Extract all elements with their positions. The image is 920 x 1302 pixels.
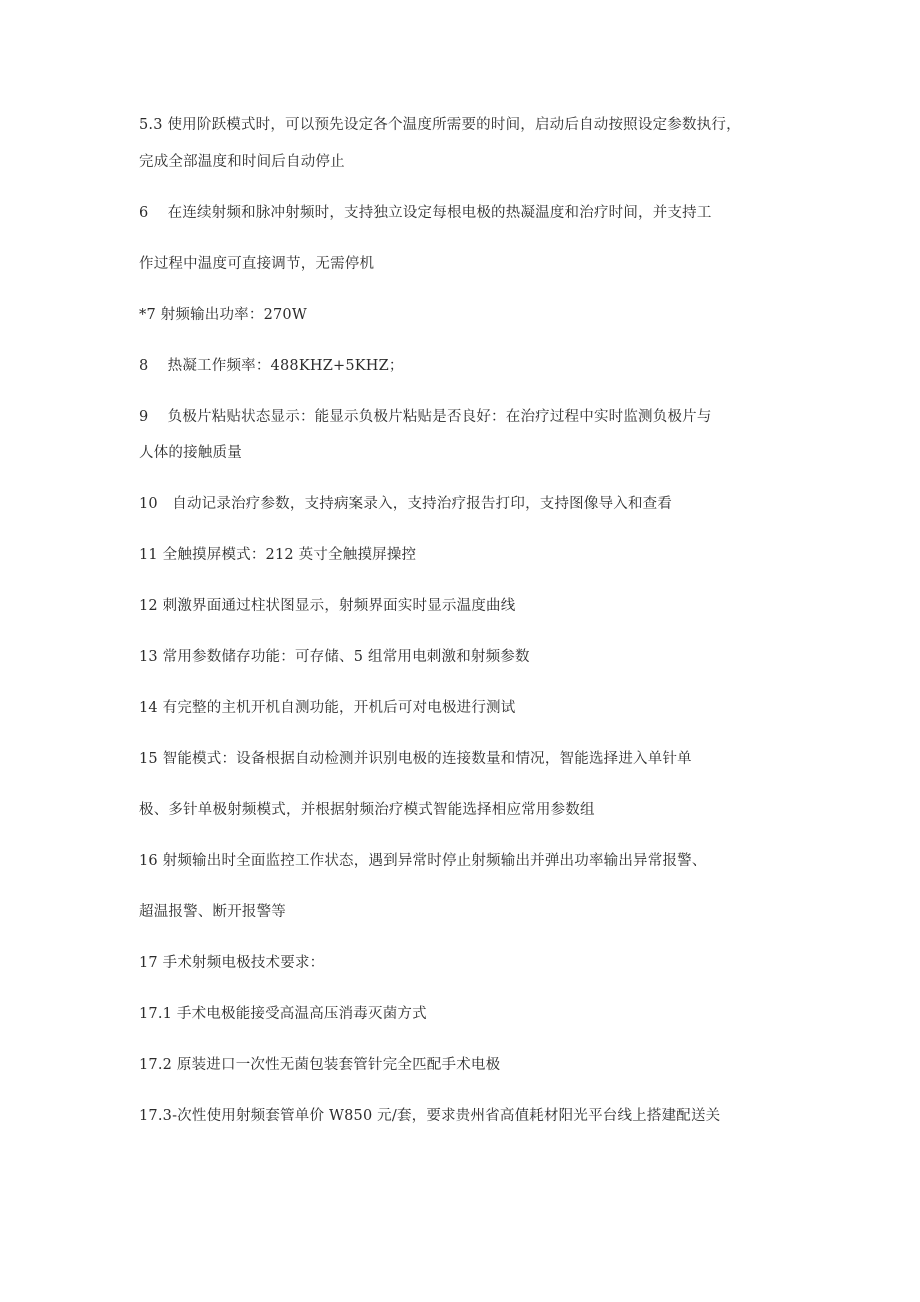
text-line: 5.3 使用阶跃模式时，可以预先设定各个温度所需要的时间，启动后自动按照设定参数执行，: [139, 117, 741, 133]
text-line: 人体的接触质量: [139, 445, 242, 461]
text-line: 超温报警、断开报警等: [139, 904, 286, 920]
text-line: 17.1 手术电极能接受高温高压消毒灭菌方式: [139, 1006, 427, 1022]
text-line: 14 有完整的主机开机自测功能，开机后可对电极进行测试: [139, 700, 516, 716]
text-line: 8 热凝工作频率：488KHZ+5KHZ；: [139, 358, 404, 374]
text-line: 9 负极片粘贴状态显示：能显示负极片粘贴是否良好：在治疗过程中实时监测负极片与: [139, 409, 712, 425]
text-line: 13 常用参数储存功能：可存储、5 组常用电刺激和射频参数: [139, 649, 530, 665]
text-line: 11 全触摸屏模式：212 英寸全触摸屏操控: [139, 547, 417, 563]
text-line: 作过程中温度可直接调节，无需停机: [139, 256, 375, 272]
text-line: 10 自动记录治疗参数，支持病案录入，支持治疗报告打印，支持图像导入和查看: [139, 496, 673, 512]
text-line: 6 在连续射频和脉冲射频时，支持独立设定每根电极的热凝温度和治疗时间，并支持工: [139, 205, 712, 221]
text-line: *7 射频输出功率：270W: [139, 307, 307, 323]
text-line: 17.2 原装进口一次性无菌包装套管针完全匹配手术电极: [139, 1057, 501, 1073]
text-line: 完成全部温度和时间后自动停止: [139, 154, 345, 170]
text-line: 极、多针单极射频模式，并根据射频治疗模式智能选择相应常用参数组: [139, 802, 595, 818]
text-line: 15 智能模式：设备根据自动检测并识别电极的连接数量和情况，智能选择进入单针单: [139, 751, 692, 767]
text-line: 12 刺激界面通过柱状图显示，射频界面实时显示温度曲线: [139, 598, 516, 614]
text-line: 16 射频输出时全面监控工作状态，遇到异常时停止射频输出并弹出功率输出异常报警、: [139, 853, 707, 869]
text-line: 17 手术射频电极技术要求：: [139, 955, 325, 971]
text-line: 17.3-次性使用射频套管单价 W850 元/套，要求贵州省高值耗材阳光平台线上搭建配送关: [139, 1108, 721, 1124]
